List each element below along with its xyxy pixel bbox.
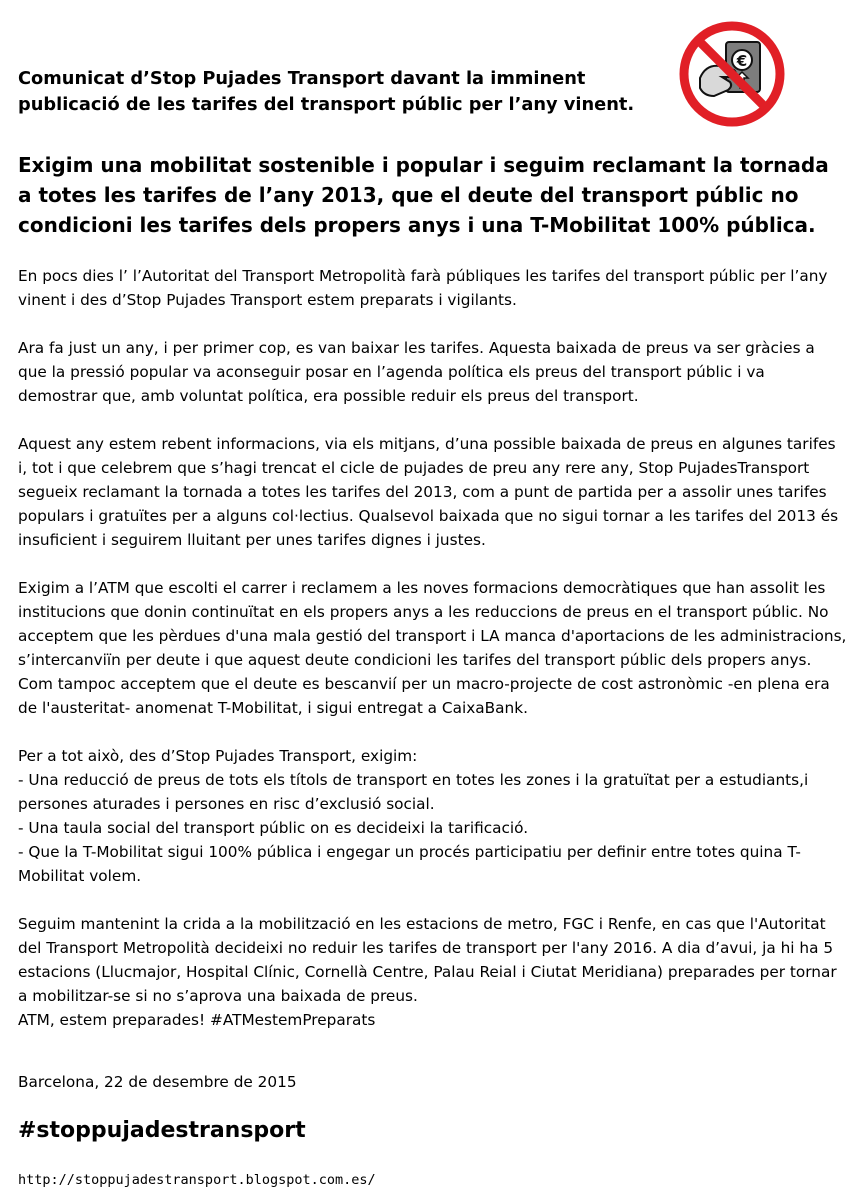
demand-item: - Una reducció de preus de tots els títols de transport en totes les zones i la gratuïtat per a estudiants,i persones aturades i persones en risc d’exclusió social. xyxy=(18,771,809,813)
paragraph: En pocs dies l’ l’Autoritat del Transport Metropolità farà públiques les tarifes del transport públic per l’any vinent i des d’Stop Pujades Transport estem preparats i vigilants. xyxy=(18,267,828,309)
page-title: Comunicat d’Stop Pujades Transport davant la imminent publicació de les tarifes del transport públic per l’any vinent. xyxy=(18,68,635,115)
demand-item: - Una taula social del transport públic on es decideixi la tarificació. xyxy=(18,819,529,837)
euro-symbol: € xyxy=(736,52,748,70)
demands-intro: Per a tot això, des d’Stop Pujades Transport, exigim: xyxy=(18,747,418,765)
demands-list xyxy=(18,744,848,888)
document-body xyxy=(18,264,848,1032)
campaign-hashtag: #stoppujadestransport xyxy=(18,1118,306,1143)
demand-item: - Que la T-Mobilitat sigui 100% pública i engegar un procés participatiu per definir entre totes quina T-Mobilitat volem. xyxy=(18,843,801,885)
paragraph: Aquest any estem rebent informacions, via els mitjans, d’una possible baixada de preus en algunes tarifes i, tot i que celebrem que s’hagi trencat el cicle de pujades de preu any rere any, Stop PujadesTransport segueix reclamant la tornada a totes les tarifes del 2013, com a punt de partida per a assolir unes tarifes populars i gratuïtes per a alguns col·lectius. Qualsevol baixada que no sigui tornar a les tarifes del 2013 és insuficient i seguirem lluitant per unes tarifes dignes i justes. xyxy=(18,435,839,549)
signature-date: Barcelona, 22 de desembre de 2015 xyxy=(18,1073,297,1091)
paragraph: Exigim a l’ATM que escolti el carrer i reclamem a les noves formacions democràtiques que han assolit les institucions que donin continuïtat en els propers anys a les reduccions de preus en el transport públic. No acceptem que les pèrdues d'una mala gestió del transport i LA manca d'aportacions de les administracions, s’intercanviïn per deute i que aquest deute condicioni les tarifes del transport públic dels propers anys. Com tampoc acceptem que el deute es bescanvií per un macro-projecte de cost astronòmic -en plena era de l'austeritat- anomenat T-Mobilitat, i sigui entregat a CaixaBank. xyxy=(18,579,847,717)
closing-tag: ATM, estem preparades! #ATMestemPreparats xyxy=(18,1011,376,1029)
no-price-increase-icon xyxy=(678,20,786,128)
lead-statement: Exigim una mobilitat sostenible i popular i seguim reclamant la tornada a totes les tarifes de l’any 2013, que el deute del transport públic no condicioni les tarifes dels propers anys i una T-Mobilitat 100% pública. xyxy=(18,153,829,237)
paragraph: Ara fa just un any, i per primer cop, es van baixar les tarifes. Aquesta baixada de preus va ser gràcies a que la pressió popular va aconseguir posar en l’agenda política els preus del transport públic i va demostrar que, amb voluntat política, era possible reduir els preus del transport. xyxy=(18,339,815,405)
closing-text: Seguim mantenint la crida a la mobilització en les estacions de metro, FGC i Renfe, en cas que l'Autoritat del Transport Metropolità decideixi no reduir les tarifes de transport per l'any 2016. A dia d’avui, ja hi ha 5 estacions (Llucmajor, Hospital Clínic, Cornellà Centre, Palau Reial i Ciutat Meridiana) preparades per tornar a mobilitzar-se si no s’aprova una baixada de preus. xyxy=(18,915,837,1005)
closing-paragraph xyxy=(18,912,848,1032)
blog-url[interactable]: http://stoppujadestransport.blogspot.com.es/ xyxy=(18,1172,376,1188)
